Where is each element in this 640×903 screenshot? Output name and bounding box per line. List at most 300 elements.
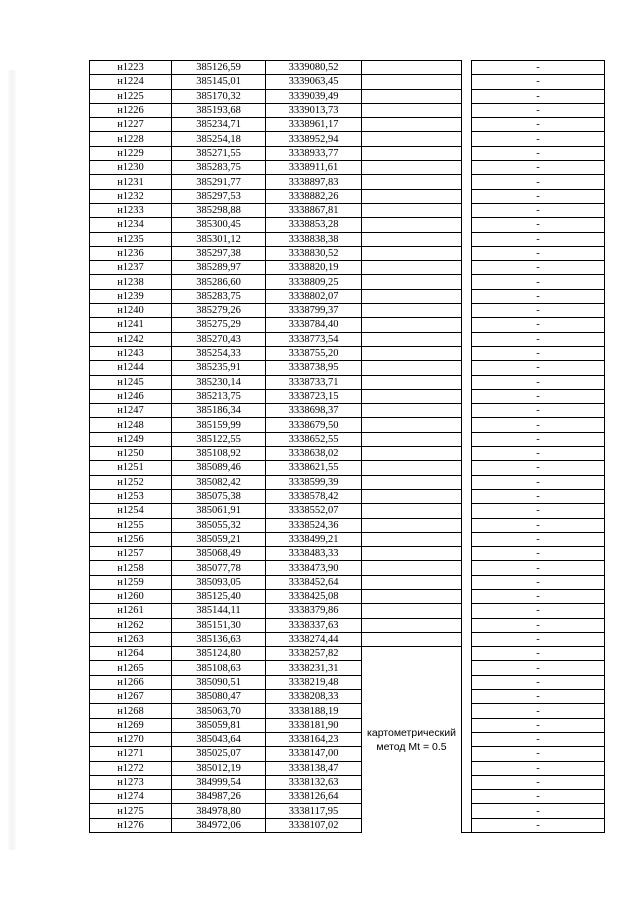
x-coordinate-cell: 385063,70 (172, 704, 266, 718)
y-coordinate-cell: 3338231,31 (266, 661, 362, 675)
column-gap (462, 661, 472, 675)
accuracy-cell: - (472, 704, 605, 718)
accuracy-cell: - (472, 818, 605, 832)
x-coordinate-cell: 384987,26 (172, 790, 266, 804)
x-coordinate-cell: 385025,07 (172, 747, 266, 761)
x-coordinate-cell: 385043,64 (172, 732, 266, 746)
column-gap (462, 232, 472, 246)
column-gap (462, 289, 472, 303)
point-id-cell: н1250 (90, 447, 172, 461)
x-coordinate-cell: 385061,91 (172, 504, 266, 518)
method-cell-empty (362, 289, 462, 303)
method-cell-empty (362, 175, 462, 189)
method-cell-empty (362, 432, 462, 446)
column-gap (462, 790, 472, 804)
accuracy-cell: - (472, 132, 605, 146)
column-gap (462, 275, 472, 289)
method-cell-empty (362, 218, 462, 232)
table-row (90, 504, 605, 518)
method-cell-empty (362, 346, 462, 360)
accuracy-cell: - (472, 275, 605, 289)
point-id-cell: н1266 (90, 675, 172, 689)
point-id-cell: н1226 (90, 103, 172, 117)
method-cell-empty (362, 246, 462, 260)
x-coordinate-cell: 385254,18 (172, 132, 266, 146)
x-coordinate-cell: 385297,53 (172, 189, 266, 203)
x-coordinate-cell: 385151,30 (172, 618, 266, 632)
table-row (90, 118, 605, 132)
accuracy-cell: - (472, 604, 605, 618)
column-gap (462, 547, 472, 561)
x-coordinate-cell: 385186,34 (172, 404, 266, 418)
point-id-cell: н1231 (90, 175, 172, 189)
point-id-cell: н1264 (90, 647, 172, 661)
point-id-cell: н1258 (90, 561, 172, 575)
x-coordinate-cell: 384999,54 (172, 775, 266, 789)
y-coordinate-cell: 3338452,64 (266, 575, 362, 589)
table-row (90, 432, 605, 446)
accuracy-cell: - (472, 804, 605, 818)
table-row (90, 461, 605, 475)
accuracy-cell: - (472, 718, 605, 732)
method-cell-empty (362, 518, 462, 532)
y-coordinate-cell: 3338830,52 (266, 246, 362, 260)
method-cell-empty (362, 318, 462, 332)
accuracy-cell: - (472, 761, 605, 775)
accuracy-cell: - (472, 461, 605, 475)
y-coordinate-cell: 3338621,55 (266, 461, 362, 475)
method-cell-empty (362, 561, 462, 575)
y-coordinate-cell: 3338809,25 (266, 275, 362, 289)
accuracy-cell: - (472, 175, 605, 189)
accuracy-cell: - (472, 489, 605, 503)
method-cell-empty (362, 189, 462, 203)
table-row (90, 275, 605, 289)
coordinates-table (89, 60, 605, 833)
point-id-cell: н1260 (90, 589, 172, 603)
accuracy-cell: - (472, 261, 605, 275)
column-gap (462, 518, 472, 532)
y-coordinate-cell: 3338698,37 (266, 404, 362, 418)
point-id-cell: н1227 (90, 118, 172, 132)
column-gap (462, 432, 472, 446)
method-cell-empty (362, 261, 462, 275)
table-row (90, 146, 605, 160)
point-id-cell: н1236 (90, 246, 172, 260)
point-id-cell: н1271 (90, 747, 172, 761)
point-id-cell: н1256 (90, 532, 172, 546)
x-coordinate-cell: 385145,01 (172, 75, 266, 89)
point-id-cell: н1240 (90, 304, 172, 318)
column-gap (462, 75, 472, 89)
column-gap (462, 604, 472, 618)
point-id-cell: н1275 (90, 804, 172, 818)
method-cell-empty (362, 132, 462, 146)
table-row (90, 775, 605, 789)
point-id-cell: н1276 (90, 818, 172, 832)
column-gap (462, 461, 472, 475)
y-coordinate-cell: 3338274,44 (266, 632, 362, 646)
column-gap (462, 161, 472, 175)
method-cell-empty (362, 118, 462, 132)
point-id-cell: н1263 (90, 632, 172, 646)
x-coordinate-cell: 385059,21 (172, 532, 266, 546)
scan-edge-shadow (8, 70, 16, 850)
method-cell-empty (362, 332, 462, 346)
y-coordinate-cell: 3339080,52 (266, 61, 362, 75)
point-id-cell: н1252 (90, 475, 172, 489)
y-coordinate-cell: 3338499,21 (266, 532, 362, 546)
column-gap (462, 61, 472, 75)
table-row (90, 447, 605, 461)
point-id-cell: н1262 (90, 618, 172, 632)
accuracy-cell: - (472, 475, 605, 489)
y-coordinate-cell: 3338652,55 (266, 432, 362, 446)
column-gap (462, 647, 472, 661)
point-id-cell: н1254 (90, 504, 172, 518)
accuracy-cell: - (472, 404, 605, 418)
accuracy-cell: - (472, 690, 605, 704)
table-row (90, 232, 605, 246)
y-coordinate-cell: 3338473,90 (266, 561, 362, 575)
y-coordinate-cell: 3338126,64 (266, 790, 362, 804)
x-coordinate-cell: 385080,47 (172, 690, 266, 704)
x-coordinate-cell: 385301,12 (172, 232, 266, 246)
column-gap (462, 389, 472, 403)
table-row (90, 604, 605, 618)
column-gap (462, 146, 472, 160)
x-coordinate-cell: 385213,75 (172, 389, 266, 403)
point-id-cell: н1229 (90, 146, 172, 160)
y-coordinate-cell: 3338799,37 (266, 304, 362, 318)
x-coordinate-cell: 385234,71 (172, 118, 266, 132)
y-coordinate-cell: 3338379,86 (266, 604, 362, 618)
method-cell-empty (362, 447, 462, 461)
y-coordinate-cell: 3338337,63 (266, 618, 362, 632)
y-coordinate-cell: 3338188,19 (266, 704, 362, 718)
accuracy-cell: - (472, 418, 605, 432)
column-gap (462, 761, 472, 775)
x-coordinate-cell: 385012,19 (172, 761, 266, 775)
column-gap (462, 589, 472, 603)
point-id-cell: н1273 (90, 775, 172, 789)
accuracy-cell: - (472, 232, 605, 246)
accuracy-cell: - (472, 389, 605, 403)
table-row (90, 132, 605, 146)
x-coordinate-cell: 385286,60 (172, 275, 266, 289)
accuracy-cell: - (472, 375, 605, 389)
x-coordinate-cell: 385082,42 (172, 475, 266, 489)
x-coordinate-cell: 385093,05 (172, 575, 266, 589)
point-id-cell: н1246 (90, 389, 172, 403)
x-coordinate-cell: 385075,38 (172, 489, 266, 503)
point-id-cell: н1241 (90, 318, 172, 332)
x-coordinate-cell: 385289,97 (172, 261, 266, 275)
method-cell-empty (362, 504, 462, 518)
accuracy-cell: - (472, 246, 605, 260)
accuracy-cell: - (472, 618, 605, 632)
x-coordinate-cell: 385297,38 (172, 246, 266, 260)
table-row (90, 418, 605, 432)
point-id-cell: н1247 (90, 404, 172, 418)
x-coordinate-cell: 385283,75 (172, 289, 266, 303)
table-row (90, 804, 605, 818)
point-id-cell: н1230 (90, 161, 172, 175)
method-cell-empty (362, 203, 462, 217)
table-row (90, 61, 605, 75)
y-coordinate-cell: 3338117,95 (266, 804, 362, 818)
x-coordinate-cell: 385089,46 (172, 461, 266, 475)
table-row (90, 761, 605, 775)
column-gap (462, 475, 472, 489)
table-row (90, 103, 605, 117)
table-row (90, 675, 605, 689)
accuracy-cell: - (472, 289, 605, 303)
point-id-cell: н1243 (90, 346, 172, 360)
x-coordinate-cell: 385122,55 (172, 432, 266, 446)
x-coordinate-cell: 385193,68 (172, 103, 266, 117)
column-gap (462, 375, 472, 389)
point-id-cell: н1244 (90, 361, 172, 375)
table-row (90, 747, 605, 761)
y-coordinate-cell: 3338147,00 (266, 747, 362, 761)
y-coordinate-cell: 3338802,07 (266, 289, 362, 303)
table-row (90, 289, 605, 303)
column-gap (462, 818, 472, 832)
point-id-cell: н1245 (90, 375, 172, 389)
x-coordinate-cell: 385077,78 (172, 561, 266, 575)
method-cell-empty (362, 475, 462, 489)
method-cell-empty (362, 618, 462, 632)
point-id-cell: н1257 (90, 547, 172, 561)
y-coordinate-cell: 3338952,94 (266, 132, 362, 146)
method-cell-empty (362, 89, 462, 103)
point-id-cell: н1237 (90, 261, 172, 275)
column-gap (462, 132, 472, 146)
accuracy-cell: - (472, 661, 605, 675)
method-cell-empty (362, 604, 462, 618)
x-coordinate-cell: 385279,26 (172, 304, 266, 318)
table-row (90, 532, 605, 546)
accuracy-cell: - (472, 161, 605, 175)
table-row (90, 89, 605, 103)
accuracy-cell: - (472, 647, 605, 661)
table-row (90, 489, 605, 503)
table-row (90, 332, 605, 346)
table-row (90, 318, 605, 332)
x-coordinate-cell: 385125,40 (172, 589, 266, 603)
method-cell-empty (362, 389, 462, 403)
point-id-cell: н1270 (90, 732, 172, 746)
column-gap (462, 447, 472, 461)
table-row (90, 161, 605, 175)
x-coordinate-cell: 385108,63 (172, 661, 266, 675)
x-coordinate-cell: 385300,45 (172, 218, 266, 232)
table-row (90, 647, 605, 661)
table-row (90, 732, 605, 746)
point-id-cell: н1259 (90, 575, 172, 589)
method-cell-empty (362, 103, 462, 117)
column-gap (462, 675, 472, 689)
accuracy-cell: - (472, 518, 605, 532)
x-coordinate-cell: 385230,14 (172, 375, 266, 389)
accuracy-cell: - (472, 304, 605, 318)
table-row (90, 547, 605, 561)
column-gap (462, 332, 472, 346)
x-coordinate-cell: 385235,91 (172, 361, 266, 375)
accuracy-cell: - (472, 103, 605, 117)
column-gap (462, 318, 472, 332)
table-row (90, 561, 605, 575)
method-cell-empty (362, 161, 462, 175)
y-coordinate-cell: 3338882,26 (266, 189, 362, 203)
method-cell-empty (362, 532, 462, 546)
method-cell-empty (362, 461, 462, 475)
column-gap (462, 575, 472, 589)
accuracy-cell: - (472, 89, 605, 103)
y-coordinate-cell: 3338820,19 (266, 261, 362, 275)
table-row (90, 518, 605, 532)
point-id-cell: н1234 (90, 218, 172, 232)
point-id-cell: н1224 (90, 75, 172, 89)
point-id-cell: н1225 (90, 89, 172, 103)
table-row (90, 632, 605, 646)
method-cell-empty (362, 575, 462, 589)
accuracy-cell: - (472, 75, 605, 89)
y-coordinate-cell: 3338679,50 (266, 418, 362, 432)
x-coordinate-cell: 385254,33 (172, 346, 266, 360)
table-row (90, 203, 605, 217)
accuracy-cell: - (472, 504, 605, 518)
accuracy-cell: - (472, 532, 605, 546)
column-gap (462, 118, 472, 132)
y-coordinate-cell: 3338838,38 (266, 232, 362, 246)
x-coordinate-cell: 385291,77 (172, 175, 266, 189)
table-row (90, 189, 605, 203)
column-gap (462, 418, 472, 432)
column-gap (462, 175, 472, 189)
point-id-cell: н1238 (90, 275, 172, 289)
accuracy-cell: - (472, 747, 605, 761)
column-gap (462, 304, 472, 318)
column-gap (462, 246, 472, 260)
point-id-cell: н1272 (90, 761, 172, 775)
method-cell-empty (362, 146, 462, 160)
column-gap (462, 89, 472, 103)
y-coordinate-cell: 3338638,02 (266, 447, 362, 461)
column-gap (462, 732, 472, 746)
accuracy-cell: - (472, 432, 605, 446)
accuracy-cell: - (472, 589, 605, 603)
x-coordinate-cell: 385144,11 (172, 604, 266, 618)
y-coordinate-cell: 3338219,48 (266, 675, 362, 689)
table-row (90, 304, 605, 318)
accuracy-cell: - (472, 203, 605, 217)
x-coordinate-cell: 385059,81 (172, 718, 266, 732)
y-coordinate-cell: 3338578,42 (266, 489, 362, 503)
table-row (90, 818, 605, 832)
accuracy-cell: - (472, 146, 605, 160)
column-gap (462, 690, 472, 704)
y-coordinate-cell: 3338599,39 (266, 475, 362, 489)
accuracy-cell: - (472, 790, 605, 804)
y-coordinate-cell: 3338911,61 (266, 161, 362, 175)
x-coordinate-cell: 385126,59 (172, 61, 266, 75)
accuracy-cell: - (472, 447, 605, 461)
table-row (90, 661, 605, 675)
method-cell-empty (362, 361, 462, 375)
accuracy-cell: - (472, 118, 605, 132)
column-gap (462, 103, 472, 117)
point-id-cell: н1253 (90, 489, 172, 503)
method-cell-empty (362, 418, 462, 432)
column-gap (462, 704, 472, 718)
column-gap (462, 804, 472, 818)
y-coordinate-cell: 3338755,20 (266, 346, 362, 360)
table-row (90, 475, 605, 489)
accuracy-cell: - (472, 561, 605, 575)
column-gap (462, 218, 472, 232)
method-cell-empty (362, 275, 462, 289)
table-row (90, 790, 605, 804)
table-row (90, 704, 605, 718)
y-coordinate-cell: 3338961,17 (266, 118, 362, 132)
y-coordinate-cell: 3338208,33 (266, 690, 362, 704)
accuracy-cell: - (472, 361, 605, 375)
y-coordinate-cell: 3338552,07 (266, 504, 362, 518)
y-coordinate-cell: 3338784,40 (266, 318, 362, 332)
y-coordinate-cell: 3339063,45 (266, 75, 362, 89)
x-coordinate-cell: 385068,49 (172, 547, 266, 561)
column-gap (462, 747, 472, 761)
x-coordinate-cell: 385283,75 (172, 161, 266, 175)
table-row (90, 246, 605, 260)
column-gap (462, 532, 472, 546)
column-gap (462, 361, 472, 375)
accuracy-cell: - (472, 775, 605, 789)
y-coordinate-cell: 3338853,28 (266, 218, 362, 232)
method-cell-empty (362, 304, 462, 318)
y-coordinate-cell: 3338897,83 (266, 175, 362, 189)
table-row (90, 690, 605, 704)
method-cell-empty (362, 75, 462, 89)
x-coordinate-cell: 385108,92 (172, 447, 266, 461)
column-gap (462, 203, 472, 217)
table-row (90, 261, 605, 275)
accuracy-cell: - (472, 675, 605, 689)
y-coordinate-cell: 3338733,71 (266, 375, 362, 389)
point-id-cell: н1267 (90, 690, 172, 704)
x-coordinate-cell: 385270,43 (172, 332, 266, 346)
column-gap (462, 404, 472, 418)
y-coordinate-cell: 3338738,95 (266, 361, 362, 375)
method-cell-empty (362, 232, 462, 246)
y-coordinate-cell: 3338933,77 (266, 146, 362, 160)
point-id-cell: н1223 (90, 61, 172, 75)
table-row (90, 389, 605, 403)
point-id-cell: н1248 (90, 418, 172, 432)
accuracy-cell: - (472, 318, 605, 332)
column-gap (462, 189, 472, 203)
column-gap (462, 489, 472, 503)
point-id-cell: н1239 (90, 289, 172, 303)
table-row (90, 718, 605, 732)
x-coordinate-cell: 384978,80 (172, 804, 266, 818)
accuracy-cell: - (472, 189, 605, 203)
point-id-cell: н1249 (90, 432, 172, 446)
point-id-cell: н1228 (90, 132, 172, 146)
point-id-cell: н1255 (90, 518, 172, 532)
